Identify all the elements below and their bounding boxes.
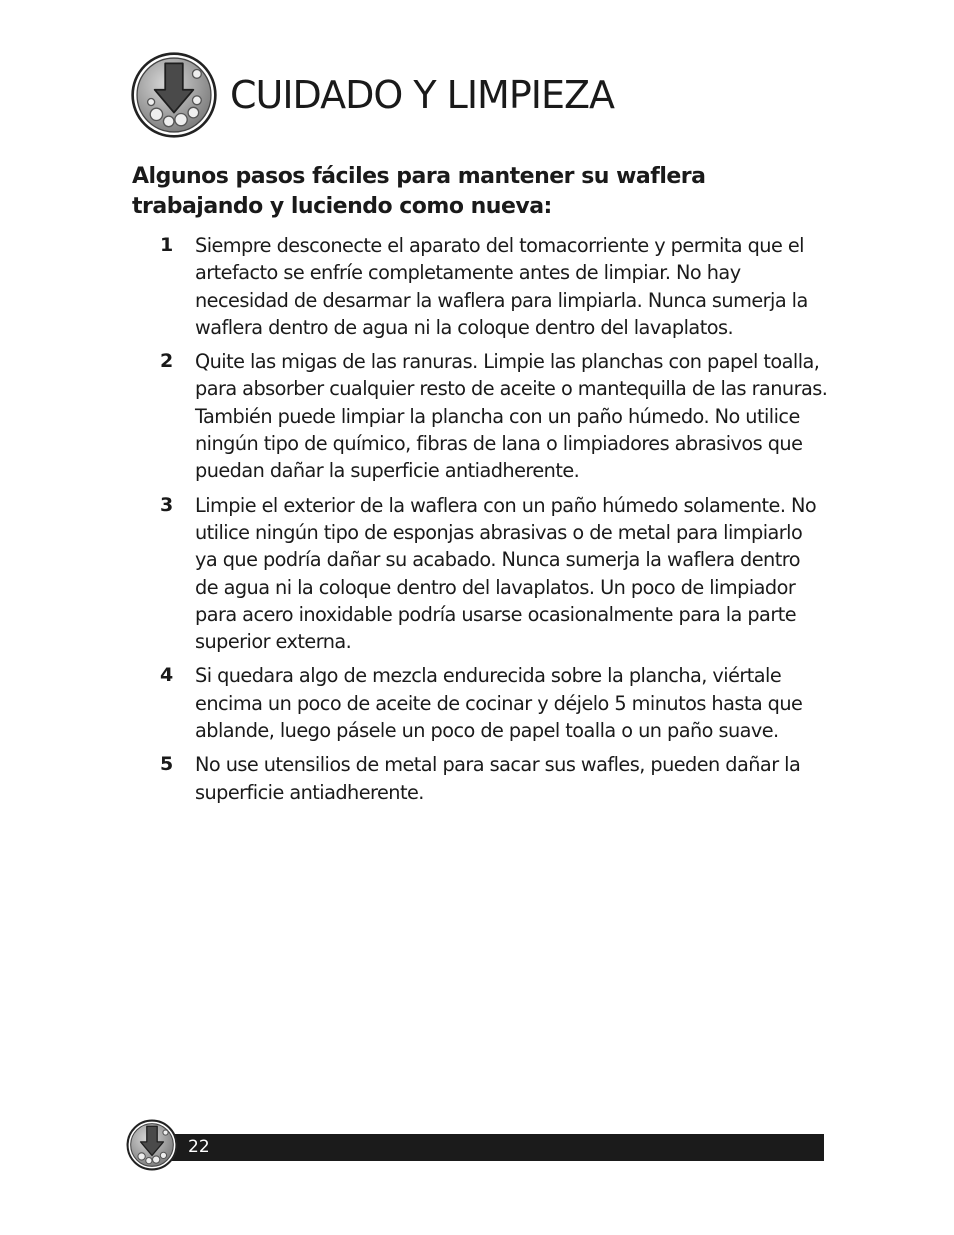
list-item: [160, 492, 828, 656]
list-item: [160, 751, 828, 806]
page-header: [130, 50, 614, 140]
download-arrow-bubbles-icon: [126, 1119, 178, 1171]
step-text: No use utensilios de metal para sacar sus wafles, pueden dañar la superficie antiadherente.: [195, 753, 801, 804]
list-item: [160, 662, 828, 744]
page-footer: [126, 1118, 824, 1174]
list-item: [160, 232, 828, 341]
step-text: Limpie el exterior de la waflera con un paño húmedo solamente. No utilice ningún tipo de esponjas abrasivas o de metal para limpiarlo ya que podría dañar su acabado. Nunca sumerja la waflera dentro de agua ni la coloque dentro del lavaplatos. Un poco de limpiador para acero inoxidable podría usarse ocasionalmente para la parte superior externa.: [195, 493, 817, 654]
step-number: 3: [160, 493, 174, 516]
footer-bar: [166, 1134, 824, 1161]
list-item: [160, 348, 828, 484]
page-title: CUIDADO Y LIMPIEZA: [230, 73, 615, 117]
step-number: 2: [160, 350, 174, 373]
step-text: Si quedara algo de mezcla endurecida sobre la plancha, viértale encima un poco de aceite de cocinar y déjelo 5 minutos hasta que ablande, luego pásele un poco de papel toalla o un paño suave.: [195, 664, 803, 743]
cleaning-steps-list: [160, 232, 828, 813]
page-number: 22: [188, 1137, 210, 1157]
step-number: 4: [160, 664, 174, 687]
download-arrow-bubbles-icon: [130, 51, 218, 139]
step-number: 1: [160, 234, 174, 256]
section-subtitle: Algunos pasos fáciles para mantener su waflera trabajando y luciendo como nueva:: [132, 164, 706, 219]
step-text: Siempre desconecte el aparato del tomacorriente y permita que el artefacto se enfríe completamente antes de limpiar. No hay necesidad de desarmar la waflera para limpiarla. Nunca sumerja la waflera dentro de agua ni la coloque dentro del lavaplatos.: [195, 234, 808, 339]
step-number: 5: [160, 753, 174, 776]
step-text: Quite las migas de las ranuras. Limpie las planchas con papel toalla, para absorber cualquier resto de aceite o mantequilla de las ranuras. También puede limpiar la plancha con un paño húmedo. No utilice ningún tipo de químico, fibras de lana o limpiadores abrasivos que puedan dañar la superficie antiadherente.: [195, 350, 828, 483]
